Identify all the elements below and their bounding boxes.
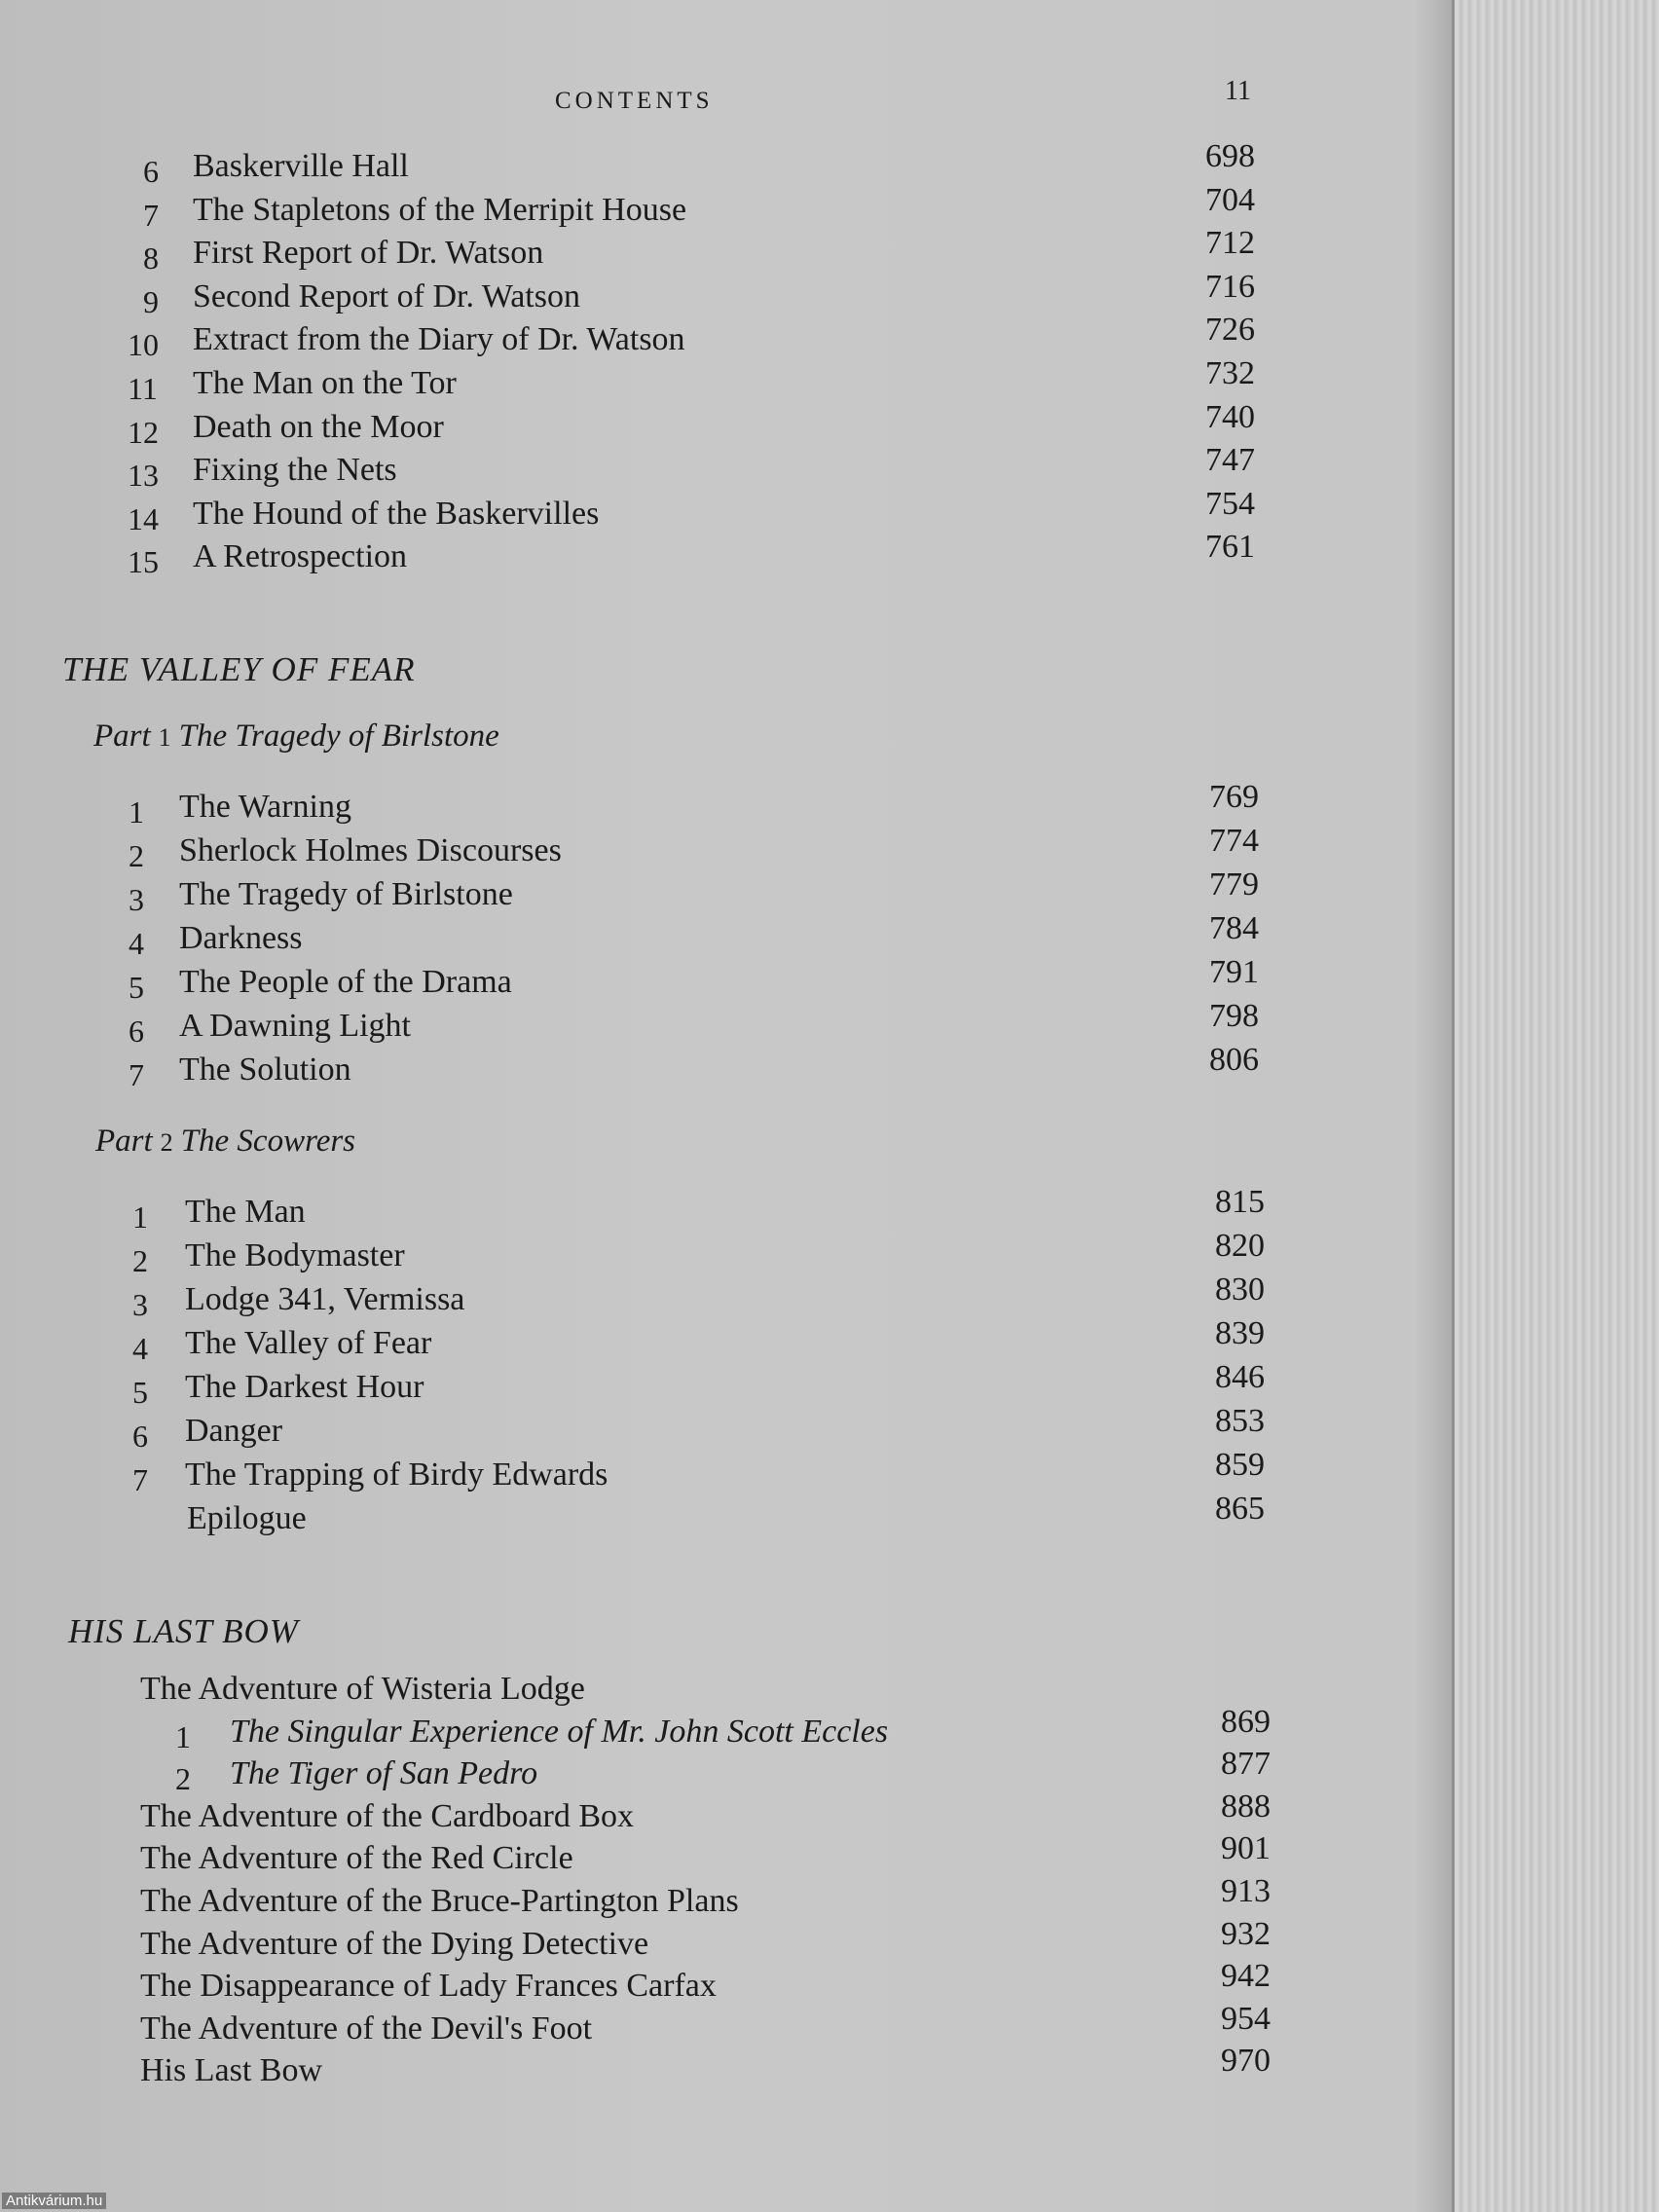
- chapter-number: 5: [132, 1375, 148, 1410]
- chapter-number: 13: [128, 458, 159, 494]
- chapter-title: Darkness: [179, 920, 303, 956]
- toc-entry: [0, 225, 1363, 276]
- toc-entry: [0, 1671, 1363, 1712]
- part-number: 1: [158, 723, 171, 752]
- page-ref: 859: [1215, 1447, 1265, 1483]
- page-ref: 932: [1221, 1915, 1271, 1952]
- chapter-title: A Dawning Light: [179, 1008, 411, 1044]
- page-ref: 901: [1221, 1830, 1271, 1867]
- chapter-title: The Stapletons of the Merripit House: [193, 191, 687, 228]
- toc-entry: [0, 312, 1363, 363]
- chapter-title: The Warning: [179, 789, 351, 825]
- toc-entry: [0, 355, 1363, 406]
- chapter-title: The Man on the Tor: [193, 365, 457, 401]
- page-ref: 761: [1205, 529, 1255, 566]
- chapter-title: The Trapping of Birdy Edwards: [185, 1456, 608, 1493]
- chapter-title: The Disappearance of Lady Frances Carfax: [140, 1968, 717, 2005]
- toc-entry: [0, 1403, 1363, 1454]
- toc-entry: [0, 779, 1363, 830]
- page-ref: 704: [1205, 181, 1255, 218]
- page-ref: 791: [1209, 954, 1259, 990]
- chapter-title: The People of the Drama: [179, 964, 512, 1000]
- chapter-number: 1: [132, 1199, 148, 1235]
- page-ref: 869: [1221, 1703, 1271, 1740]
- page-ref: 942: [1221, 1958, 1271, 1995]
- watermark: Antikvárium.hu: [2, 2193, 106, 2209]
- section-heading-valley: THE VALLEY OF FEAR: [62, 650, 416, 688]
- toc-entry: [0, 1228, 1363, 1278]
- page-number: 11: [1225, 76, 1251, 106]
- chapter-number: 6: [132, 1419, 148, 1454]
- toc-entry: [0, 529, 1363, 580]
- chapter-title: First Report of Dr. Watson: [193, 235, 544, 272]
- page-ref: 846: [1215, 1359, 1265, 1395]
- chapter-title: Extract from the Diary of Dr. Watson: [193, 321, 685, 358]
- chapter-number: 14: [128, 500, 159, 536]
- chapter-title: Sherlock Holmes Discourses: [179, 832, 562, 868]
- toc-entry: [0, 1958, 1363, 2009]
- toc-entry: [0, 1315, 1363, 1366]
- chapter-title: Lodge 341, Vermissa: [185, 1281, 465, 1317]
- chapter-number: 6: [143, 154, 159, 189]
- chapter-title: The Adventure of the Devil's Foot: [140, 2009, 593, 2046]
- page-ref: 784: [1209, 910, 1259, 946]
- chapter-title: Epilogue: [187, 1500, 307, 1536]
- chapter-title: Fixing the Nets: [193, 452, 397, 489]
- toc-entry: [0, 1359, 1363, 1410]
- chapter-number: 2: [132, 1243, 148, 1278]
- toc-entry: [0, 1272, 1363, 1322]
- toc-entry: [0, 823, 1363, 873]
- running-title: CONTENTS: [555, 88, 714, 114]
- section-heading-last-bow: HIS LAST BOW: [68, 1612, 299, 1650]
- page-ref: 865: [1215, 1491, 1265, 1527]
- chapter-number: 15: [128, 544, 159, 580]
- toc-entry: [0, 1788, 1363, 1839]
- chapter-title: Second Report of Dr. Watson: [193, 277, 580, 314]
- page-ref: 698: [1205, 138, 1255, 174]
- toc-entry: [0, 1830, 1363, 1881]
- chapter-title: The Adventure of the Bruce-Partington Plans: [140, 1883, 739, 1919]
- chapter-number: 2: [175, 1761, 191, 1797]
- chapter-number: 1: [129, 794, 144, 830]
- toc-entry: [0, 1873, 1363, 1924]
- page-edge: [1452, 0, 1659, 2212]
- chapter-title: The Solution: [179, 1051, 351, 1088]
- chapter-title: Baskerville Hall: [193, 148, 409, 184]
- page-ref: 798: [1209, 998, 1259, 1034]
- toc-entry: [0, 1746, 1363, 1797]
- chapter-title: The Darkest Hour: [185, 1369, 424, 1405]
- part-title: The Scowrers: [180, 1124, 356, 1159]
- page-ref: 806: [1209, 1042, 1259, 1078]
- toc-entry: [0, 2000, 1363, 2051]
- toc-entry: [0, 138, 1363, 189]
- chapter-number: 1: [175, 1718, 191, 1754]
- page-ref: 888: [1221, 1788, 1271, 1825]
- chapter-title: The Man: [185, 1194, 306, 1230]
- toc-entry: [0, 1042, 1363, 1092]
- chapter-title: The Adventure of the Red Circle: [140, 1840, 573, 1877]
- toc-entry: [0, 1447, 1363, 1497]
- toc-entry: [0, 268, 1363, 319]
- chapter-number: 5: [129, 970, 144, 1005]
- chapter-number: 7: [143, 197, 159, 233]
- page-ref: 716: [1205, 268, 1255, 305]
- part-label: Part: [93, 719, 151, 754]
- page-ref: 830: [1215, 1272, 1265, 1308]
- chapter-number: 9: [143, 283, 159, 319]
- page-gutter-shadow: [1416, 0, 1455, 2212]
- page-ref: 732: [1205, 355, 1255, 391]
- toc-entry: [0, 1915, 1363, 1967]
- part-heading-2: [95, 1124, 355, 1160]
- page-ref: 954: [1221, 2000, 1271, 2037]
- page-ref: 913: [1221, 1873, 1271, 1909]
- page-ref: 970: [1221, 2043, 1271, 2080]
- chapter-number: 11: [128, 371, 158, 406]
- chapter-title: The Adventure of Wisteria Lodge: [140, 1671, 585, 1707]
- chapter-title: Death on the Moor: [193, 408, 444, 445]
- chapter-title: The Valley of Fear: [185, 1325, 432, 1361]
- part-title: The Tragedy of Birlstone: [178, 719, 499, 754]
- chapter-number: 7: [132, 1462, 148, 1497]
- chapter-number: 4: [129, 926, 144, 961]
- page-ref: 779: [1209, 866, 1259, 903]
- chapter-title: The Hound of the Baskervilles: [193, 495, 600, 532]
- chapter-number: 4: [132, 1331, 148, 1366]
- page-ref: 839: [1215, 1315, 1265, 1351]
- chapter-title: His Last Bow: [140, 2052, 322, 2089]
- toc-entry: [0, 998, 1363, 1049]
- page-ref: 820: [1215, 1228, 1265, 1264]
- part-number: 2: [160, 1128, 173, 1157]
- page-ref: 877: [1221, 1746, 1271, 1783]
- page-ref: 853: [1215, 1403, 1265, 1439]
- chapter-number: 12: [128, 414, 159, 450]
- chapter-title: The Adventure of the Cardboard Box: [140, 1797, 635, 1834]
- page-ref: 726: [1205, 312, 1255, 349]
- toc-entry: [0, 398, 1363, 450]
- chapter-title: The Singular Experience of Mr. John Scott Eccles: [230, 1713, 889, 1750]
- toc-entry: [0, 2043, 1363, 2093]
- part-label: Part: [95, 1124, 153, 1159]
- chapter-title: The Bodymaster: [185, 1237, 405, 1273]
- toc-entry: [0, 442, 1363, 494]
- chapter-title: The Tragedy of Birlstone: [179, 876, 513, 912]
- chapter-number: 7: [129, 1057, 144, 1092]
- page-header: [0, 76, 1455, 127]
- chapter-title: Danger: [185, 1413, 283, 1449]
- toc-entry: [0, 181, 1363, 233]
- page-ref: 754: [1205, 485, 1255, 522]
- page-ref: 774: [1209, 823, 1259, 859]
- toc-entry: [0, 910, 1363, 961]
- chapter-title: The Adventure of the Dying Detective: [140, 1925, 649, 1962]
- toc-entry: [0, 1184, 1363, 1235]
- toc-entry: [0, 1703, 1363, 1754]
- chapter-number: 3: [129, 882, 144, 917]
- page-ref: 769: [1209, 779, 1259, 815]
- chapter-number: 2: [129, 838, 144, 873]
- part-heading-1: [93, 719, 499, 755]
- toc-entry: [0, 866, 1363, 917]
- page-ref: 815: [1215, 1184, 1265, 1220]
- page-ref: 747: [1205, 442, 1255, 479]
- page-ref: 712: [1205, 225, 1255, 262]
- toc-entry: [0, 1491, 1363, 1541]
- toc-entry: [0, 485, 1363, 536]
- chapter-number: 3: [132, 1287, 148, 1322]
- chapter-title: A Retrospection: [193, 538, 408, 575]
- chapter-number: 8: [143, 240, 159, 276]
- page-ref: 740: [1205, 398, 1255, 435]
- chapter-number: 6: [129, 1014, 144, 1049]
- chapter-number: 10: [128, 327, 159, 363]
- chapter-title: The Tiger of San Pedro: [230, 1755, 538, 1792]
- toc-entry: [0, 954, 1363, 1005]
